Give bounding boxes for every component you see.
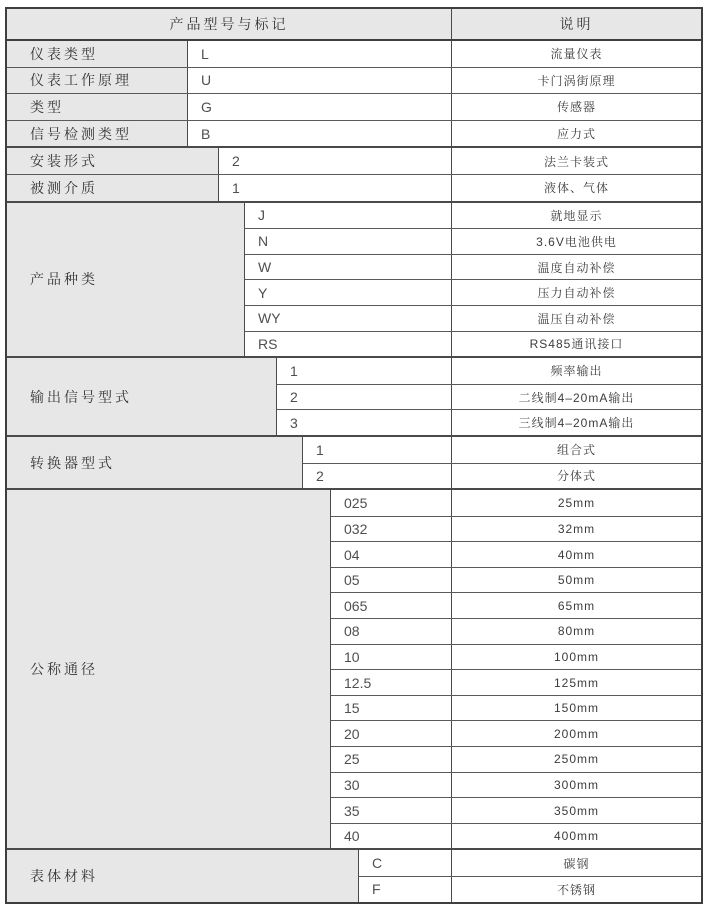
model-code-cell: 2: [277, 385, 452, 410]
table-row: [331, 592, 701, 618]
model-code-cell: 12.5: [331, 670, 452, 695]
model-code-cell: U: [188, 68, 452, 94]
table-row: [303, 463, 701, 489]
table-row: [245, 254, 701, 280]
section-rows: [188, 68, 701, 94]
description-cell: 卡门涡街原理: [537, 73, 616, 88]
table-row: [331, 669, 701, 695]
model-code-cell: 3: [277, 410, 452, 435]
description-cell: 25mm: [557, 495, 596, 510]
table-row: [331, 695, 701, 721]
model-code-cell: 10: [331, 645, 452, 670]
model-section: [7, 67, 701, 94]
description-cell: 350mm: [553, 803, 599, 818]
description-cell: 压力自动补偿: [537, 286, 616, 301]
model-code-cell: 1: [219, 175, 452, 201]
section-label-cell: 输出信号型式: [7, 358, 277, 435]
description-cell: 三线制4–20mA输出: [518, 416, 635, 431]
description-cell: 150mm: [553, 701, 599, 716]
section-label-cell: 转换器型式: [7, 437, 303, 488]
model-code-cell: B: [188, 121, 452, 147]
model-code-cell: 2: [303, 464, 452, 489]
description-cell: 流量仪表: [550, 47, 603, 62]
model-section: [7, 848, 701, 901]
table-row: [277, 409, 701, 435]
model-code-cell: 05: [331, 568, 452, 593]
model-code-cell: 025: [331, 490, 452, 516]
section-label-cell: 安装形式: [7, 148, 219, 174]
model-code-cell: 35: [331, 798, 452, 823]
description-cell: 3.6V电池供电: [536, 234, 617, 249]
table-header-row: [7, 9, 701, 41]
table-row: [331, 567, 701, 593]
description-cell: 125mm: [553, 675, 599, 690]
description-cell: 组合式: [556, 443, 596, 458]
table-row: [331, 541, 701, 567]
table-row: [331, 618, 701, 644]
model-section: [7, 435, 701, 488]
table-row: [245, 228, 701, 254]
model-code-cell: Y: [245, 280, 452, 305]
section-label-cell: 仪表工作原理: [7, 68, 188, 94]
section-rows: [219, 175, 701, 201]
description-cell: 300mm: [553, 777, 599, 792]
model-code-cell: 08: [331, 619, 452, 644]
table-row: [331, 772, 701, 798]
description-cell: 碳钢: [563, 856, 590, 871]
table-row: [359, 876, 701, 902]
model-code-cell: J: [245, 203, 452, 229]
description-cell: 液体、气体: [543, 181, 609, 196]
description-cell: 分体式: [556, 469, 596, 484]
table-row: [245, 203, 701, 229]
section-label-cell: 仪表类型: [7, 41, 188, 67]
table-row: [331, 746, 701, 772]
model-code-cell: 20: [331, 721, 452, 746]
table-row: [219, 175, 701, 201]
description-cell: 法兰卡装式: [543, 154, 609, 169]
model-section: [7, 174, 701, 201]
model-section: [7, 93, 701, 120]
description-cell: 温压自动补偿: [537, 311, 616, 326]
model-code-cell: 30: [331, 773, 452, 798]
model-section: [7, 356, 701, 435]
section-rows: [359, 850, 701, 901]
model-code-cell: 1: [277, 358, 452, 384]
table-row: [277, 384, 701, 410]
section-rows: [303, 437, 701, 488]
product-model-table: [5, 7, 703, 904]
model-code-cell: 04: [331, 542, 452, 567]
model-section: [7, 201, 701, 357]
model-section: [7, 120, 701, 147]
model-code-cell: WY: [245, 306, 452, 331]
model-section: [7, 146, 701, 174]
model-code-cell: F: [359, 877, 452, 902]
model-code-cell: RS: [245, 332, 452, 357]
table-row: [331, 823, 701, 849]
description-cell: 250mm: [553, 752, 599, 767]
table-row: [188, 68, 701, 94]
description-cell: 50mm: [557, 573, 596, 588]
table-row: [331, 516, 701, 542]
model-code-cell: G: [188, 94, 452, 120]
section-label-cell: 类型: [7, 94, 188, 120]
section-label-cell: 公称通径: [7, 490, 331, 848]
model-section: [7, 488, 701, 848]
description-cell: 传感器: [556, 100, 596, 115]
description-cell: 二线制4–20mA输出: [518, 390, 635, 405]
description-cell: 不锈钢: [556, 882, 596, 897]
section-label-cell: 信号检测类型: [7, 121, 188, 147]
table-row: [331, 644, 701, 670]
table-row: [359, 850, 701, 876]
model-code-cell: N: [245, 229, 452, 254]
table-row: [245, 331, 701, 357]
model-code-cell: 25: [331, 747, 452, 772]
section-rows: [188, 94, 701, 120]
description-cell: 32mm: [557, 521, 596, 536]
table-row: [245, 279, 701, 305]
description-cell: RS485通讯接口: [529, 337, 624, 352]
description-cell: 200mm: [553, 726, 599, 741]
description-cell: 400mm: [553, 829, 599, 844]
section-rows: [277, 358, 701, 435]
model-code-cell: 032: [331, 517, 452, 542]
section-label-cell: 表体材料: [7, 850, 359, 901]
section-label-cell: 产品种类: [7, 203, 245, 357]
header-cell-model: 产品型号与标记: [7, 9, 452, 39]
description-cell: 40mm: [557, 547, 596, 562]
model-code-cell: 15: [331, 696, 452, 721]
model-code-cell: W: [245, 255, 452, 280]
model-code-cell: C: [359, 850, 452, 876]
model-code-cell: 065: [331, 593, 452, 618]
table-row: [219, 148, 701, 174]
description-cell: 频率输出: [550, 364, 603, 379]
table-row: [303, 437, 701, 463]
section-rows: [331, 490, 701, 848]
section-rows: [219, 148, 701, 174]
model-code-cell: 40: [331, 824, 452, 849]
description-cell: 100mm: [553, 649, 599, 664]
table-row: [188, 121, 701, 147]
table-row: [331, 720, 701, 746]
table-row: [331, 797, 701, 823]
header-cell-description: 说明: [559, 16, 594, 32]
description-cell: 应力式: [556, 127, 596, 142]
section-rows: [245, 203, 701, 357]
table-row: [188, 94, 701, 120]
table-row: [277, 358, 701, 384]
description-cell: 温度自动补偿: [537, 260, 616, 275]
description-cell: 80mm: [557, 624, 596, 639]
model-code-cell: 2: [219, 148, 452, 174]
section-rows: [188, 121, 701, 147]
table-row: [245, 305, 701, 331]
model-code-cell: 1: [303, 437, 452, 463]
model-section: [7, 41, 701, 67]
description-cell: 65mm: [557, 598, 596, 613]
table-row: [188, 41, 701, 67]
table-row: [331, 490, 701, 516]
section-rows: [188, 41, 701, 67]
model-code-cell: L: [188, 41, 452, 67]
table-body: [7, 41, 701, 902]
section-label-cell: 被测介质: [7, 175, 219, 201]
description-cell: 就地显示: [550, 208, 603, 223]
